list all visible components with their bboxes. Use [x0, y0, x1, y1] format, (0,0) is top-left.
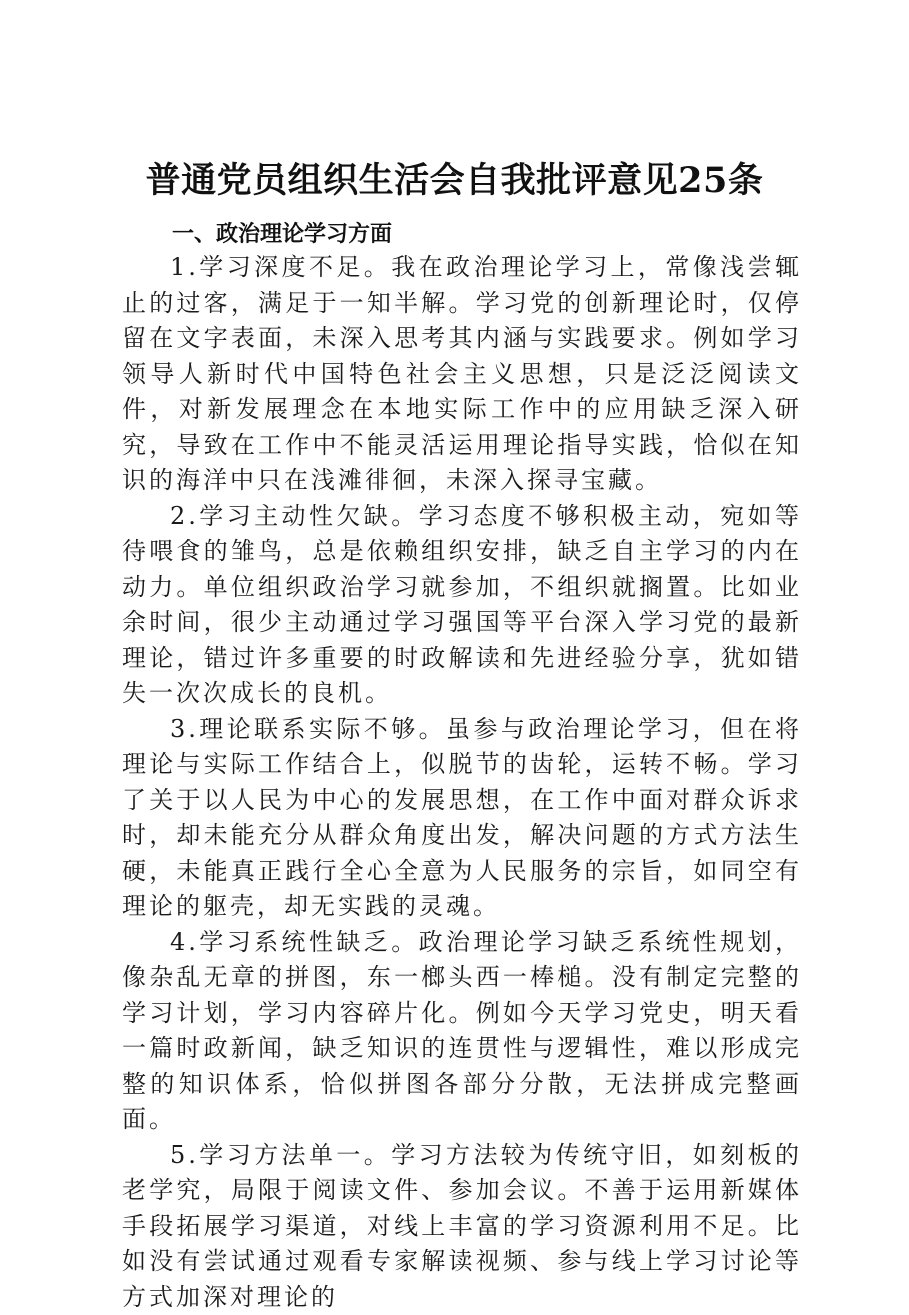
paragraph-3: 3.理论联系实际不够。虽参与政治理论学习，但在将理论与实际工作结合上，似脱节的齿轮，运转不畅。学习了关于以人民为中心的发展思想，在工作中面对群众诉求时，却未能充分从群众角度出发，解决问题的方式方法生硬，未能真正践行全心全意为人民服务的宗旨，如同空有理论的躯壳，却无实践的灵魂。 — [122, 712, 802, 925]
paragraph-4: 4.学习系统性缺乏。政治理论学习缺乏系统性规划，像杂乱无章的拼图，东一榔头西一棒槌。没有制定完整的学习计划，学习内容碎片化。例如今天学习党史，明天看一篇时政新闻，缺乏知识的连贯性与逻辑性，难以形成完整的知识体系，恰似拼图各部分分散，无法拼成完整画面。 — [122, 925, 802, 1138]
paragraph-1: 1.学习深度不足。我在政治理论学习上，常像浅尝辄止的过客，满足于一知半解。学习党的创新理论时，仅停留在文字表面，未深入思考其内涵与实践要求。例如学习领导人新时代中国特色社会主义思想，只是泛泛阅读文件，对新发展理念在本地实际工作中的应用缺乏深入研究，导致在工作中不能灵活运用理论指导实践，恰似在知识的海洋中只在浅滩徘徊，未深入探寻宝藏。 — [122, 250, 802, 499]
document-body — [122, 250, 802, 1315]
document-title: 普通党员组织生活会自我批评意见25条 — [0, 156, 909, 206]
paragraph-5: 5.学习方法单一。学习方法较为传统守旧，如刻板的老学究，局限于阅读文件、参加会议。不善于运用新媒体手段拓展学习渠道，对线上丰富的学习资源利用不足。比如没有尝试通过观看专家解读视频、参与线上学习讨论等方式加深对理论的 — [122, 1138, 802, 1315]
section-heading: 一、政治理论学习方面 — [172, 219, 392, 251]
paragraph-2: 2.学习主动性欠缺。学习态度不够积极主动，宛如等待喂食的雏鸟，总是依赖组织安排，缺乏自主学习的内在动力。单位组织政治学习就参加，不组织就搁置。比如业余时间，很少主动通过学习强国等平台深入学习党的最新理论，错过许多重要的时政解读和先进经验分享，犹如错失一次次成长的良机。 — [122, 499, 802, 712]
